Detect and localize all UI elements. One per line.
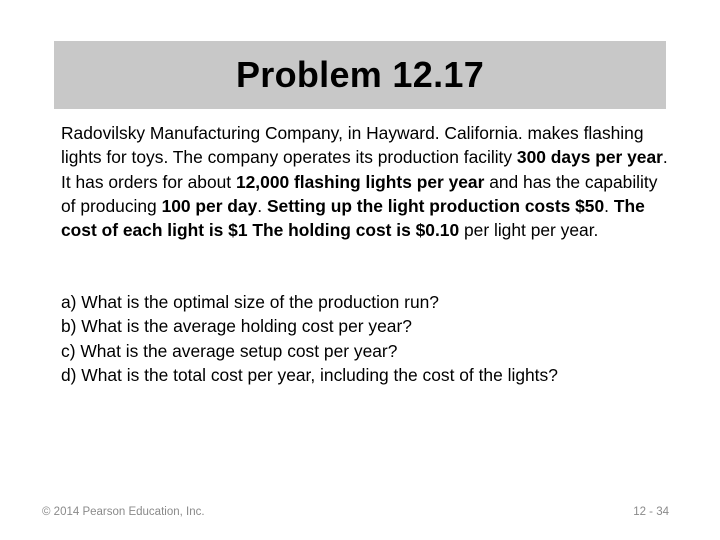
question-list	[61, 290, 681, 387]
paragraph-run: .	[257, 195, 267, 216]
page-number: 12 - 34	[633, 506, 669, 518]
problem-statement	[61, 121, 671, 242]
paragraph-run-bold: Setting up the light production costs $50	[266, 195, 605, 216]
paragraph-run-bold: 12,000 flashing lights per year	[235, 171, 485, 192]
question-item: b) What is the average holding cost per year?	[61, 316, 412, 337]
problem-paragraph	[61, 121, 671, 242]
paragraph-run: Radovilsky Manufacturing Company, in Hayward. California. makes flashing lights for toys. The company operates its production facility	[61, 123, 644, 168]
slide-title: Problem 12.17	[235, 54, 485, 95]
question-item: d) What is the total cost per year, including the cost of the lights?	[61, 364, 558, 385]
paragraph-run: .	[604, 195, 614, 216]
title-banner	[54, 41, 666, 109]
question-item: c) What is the average setup cost per year?	[61, 340, 398, 361]
paragraph-run-bold: The cost of each light is $1 The holding cost is $0.10	[61, 195, 645, 241]
paragraph-run-bold: 300 days per year	[516, 147, 663, 168]
paragraph-run: and has the capability of producing	[61, 171, 658, 216]
paragraph-run: per light per year.	[459, 220, 599, 241]
paragraph-run: . It has orders for about	[61, 147, 668, 192]
copyright-notice: © 2014 Pearson Education, Inc.	[42, 506, 205, 518]
paragraph-run-bold: 100 per day	[161, 195, 258, 216]
question-item: a) What is the optimal size of the production run?	[61, 292, 439, 312]
